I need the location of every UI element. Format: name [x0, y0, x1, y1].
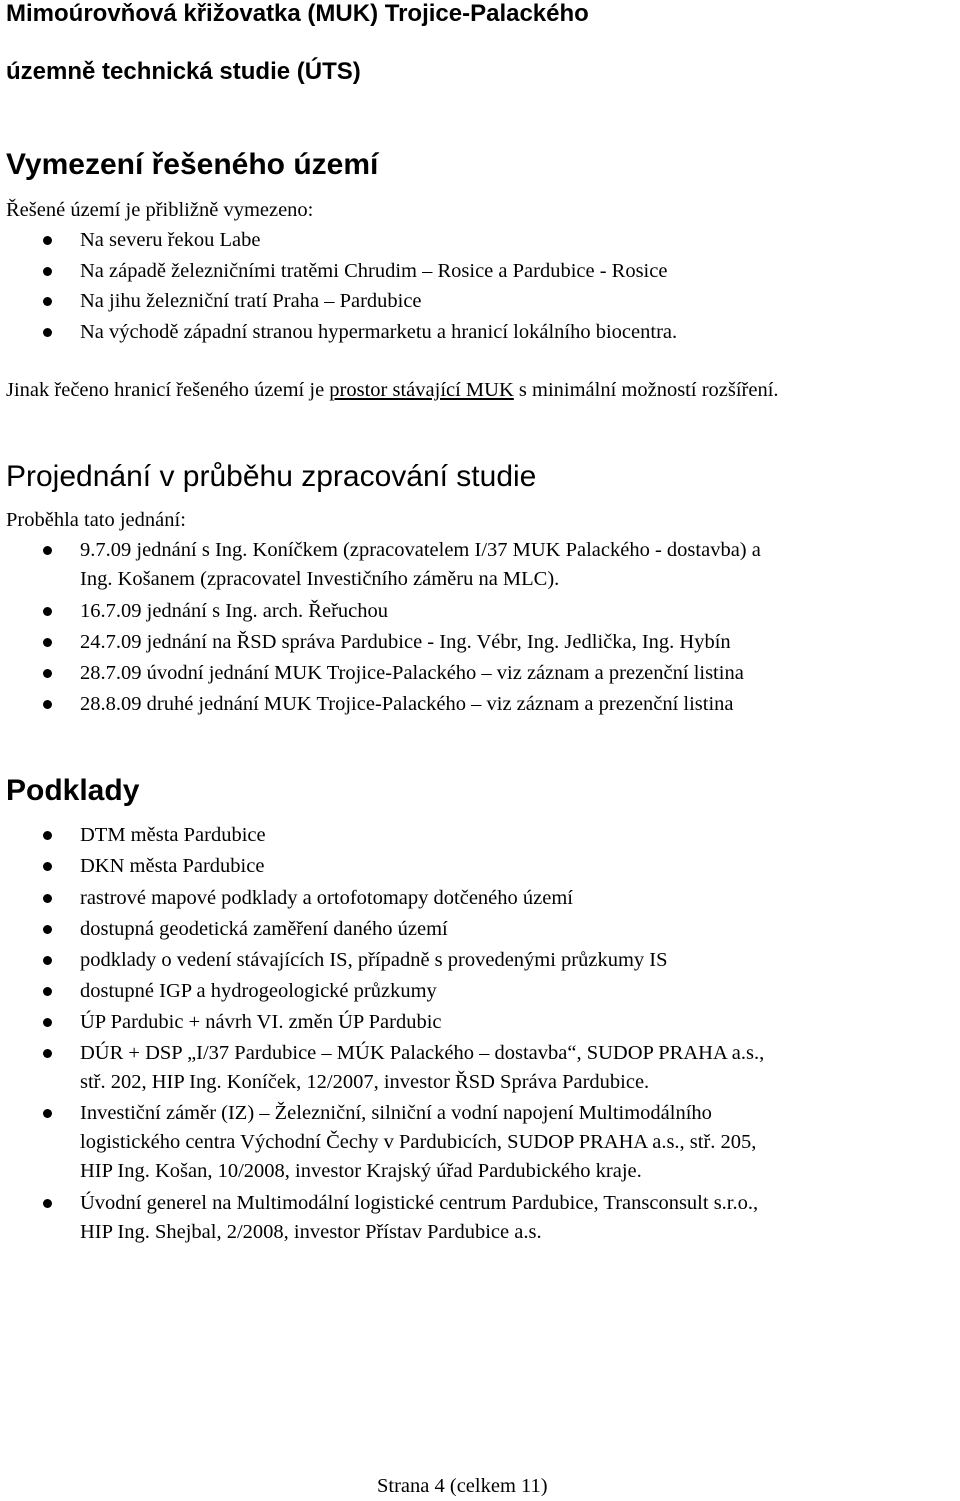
summary-text-after: s minimální možností rozšíření.: [513, 379, 779, 401]
bullet-icon: [43, 669, 52, 678]
bullet-icon: [43, 956, 52, 965]
section-heading-projednani: Projednání v průběhu zpracování studie: [6, 460, 537, 493]
section1-intro: Řešené území je přibližně vymezeno:: [6, 199, 314, 221]
list-item: ÚP Pardubic + návrh VI. změn ÚP Pardubic: [80, 1011, 442, 1033]
page-number-footer: Strana 4 (celkem 11): [377, 1475, 548, 1497]
bullet-icon: [43, 546, 52, 555]
list-item-continuation: HIP Ing. Shejbal, 2/2008, investor Přístav Pardubice a.s.: [80, 1221, 542, 1243]
list-item-continuation: HIP Ing. Košan, 10/2008, investor Krajský úřad Pardubického kraje.: [80, 1160, 642, 1182]
bullet-icon: [43, 607, 52, 616]
bullet-icon: [43, 1018, 52, 1027]
section2-intro: Proběhla tato jednání:: [6, 509, 186, 531]
bullet-icon: [43, 987, 52, 996]
document-title-line-1: Mimoúrovňová křižovatka (MUK) Trojice-Palackého: [6, 0, 589, 27]
bullet-icon: [43, 236, 52, 245]
list-item-continuation: logistického centra Východní Čechy v Pardubicích, SUDOP PRAHA a.s., stř. 205,: [80, 1131, 757, 1153]
list-item: podklady o vedení stávajících IS, případně s provedenými průzkumy IS: [80, 949, 668, 971]
list-item: DÚR + DSP „I/37 Pardubice – MÚK Palackého – dostavba“, SUDOP PRAHA a.s.,: [80, 1042, 765, 1064]
section-heading-vymezeni: Vymezení řešeného území: [6, 148, 379, 181]
bullet-icon: [43, 638, 52, 647]
list-item: rastrové mapové podklady a ortofotomapy dotčeného území: [80, 887, 573, 909]
bullet-icon: [43, 894, 52, 903]
section-heading-podklady: Podklady: [6, 774, 140, 807]
list-item: Úvodní generel na Multimodální logistické centrum Pardubice, Transconsult s.r.o.,: [80, 1192, 759, 1214]
bullet-icon: [43, 1049, 52, 1058]
list-item: Na jihu železniční tratí Praha – Pardubice: [80, 290, 422, 312]
bullet-icon: [43, 831, 52, 840]
list-item: 9.7.09 jednání s Ing. Koníčkem (zpracovatelem I/37 MUK Palackého - dostavba) a: [80, 539, 761, 561]
section1-summary: [6, 378, 779, 402]
bullet-icon: [43, 267, 52, 276]
bullet-icon: [43, 297, 52, 306]
list-item: 28.7.09 úvodní jednání MUK Trojice-Palackého – viz záznam a prezenční listina: [80, 662, 744, 684]
list-item: dostupná geodetická zaměření daného území: [80, 918, 448, 940]
list-item: DKN města Pardubice: [80, 855, 265, 877]
list-item: Na východě západní stranou hypermarketu a hranicí lokálního biocentra.: [80, 321, 678, 343]
bullet-icon: [43, 328, 52, 337]
bullet-icon: [43, 1199, 52, 1208]
bullet-icon: [43, 862, 52, 871]
list-item: Na západě železničními tratěmi Chrudim – Rosice a Pardubice - Rosice: [80, 260, 668, 282]
list-item: 28.8.09 druhé jednání MUK Trojice-Palackého – viz záznam a prezenční listina: [80, 693, 734, 715]
bullet-icon: [43, 1109, 52, 1118]
list-item: Investiční záměr (IZ) – Železniční, silniční a vodní napojení Multimodálního: [80, 1102, 712, 1124]
bullet-icon: [43, 925, 52, 934]
list-item-continuation: stř. 202, HIP Ing. Koníček, 12/2007, investor ŘSD Správa Pardubice.: [80, 1071, 650, 1093]
list-item-continuation: Ing. Košanem (zpracovatel Investičního záměru na MLC).: [80, 568, 560, 590]
summary-underlined-text: prostor stávající MUK: [329, 379, 514, 401]
bullet-icon: [43, 700, 52, 709]
list-item: 24.7.09 jednání na ŘSD správa Pardubice - Ing. Vébr, Ing. Jedlička, Ing. Hybín: [80, 631, 731, 653]
list-item: 16.7.09 jednání s Ing. arch. Řeřuchou: [80, 600, 388, 622]
document-title-line-2: územně technická studie (ÚTS): [6, 58, 361, 85]
list-item: Na severu řekou Labe: [80, 229, 261, 251]
list-item: dostupné IGP a hydrogeologické průzkumy: [80, 980, 437, 1002]
summary-text-before: Jinak řečeno hranicí řešeného území je: [6, 379, 330, 401]
list-item: DTM města Pardubice: [80, 824, 266, 846]
